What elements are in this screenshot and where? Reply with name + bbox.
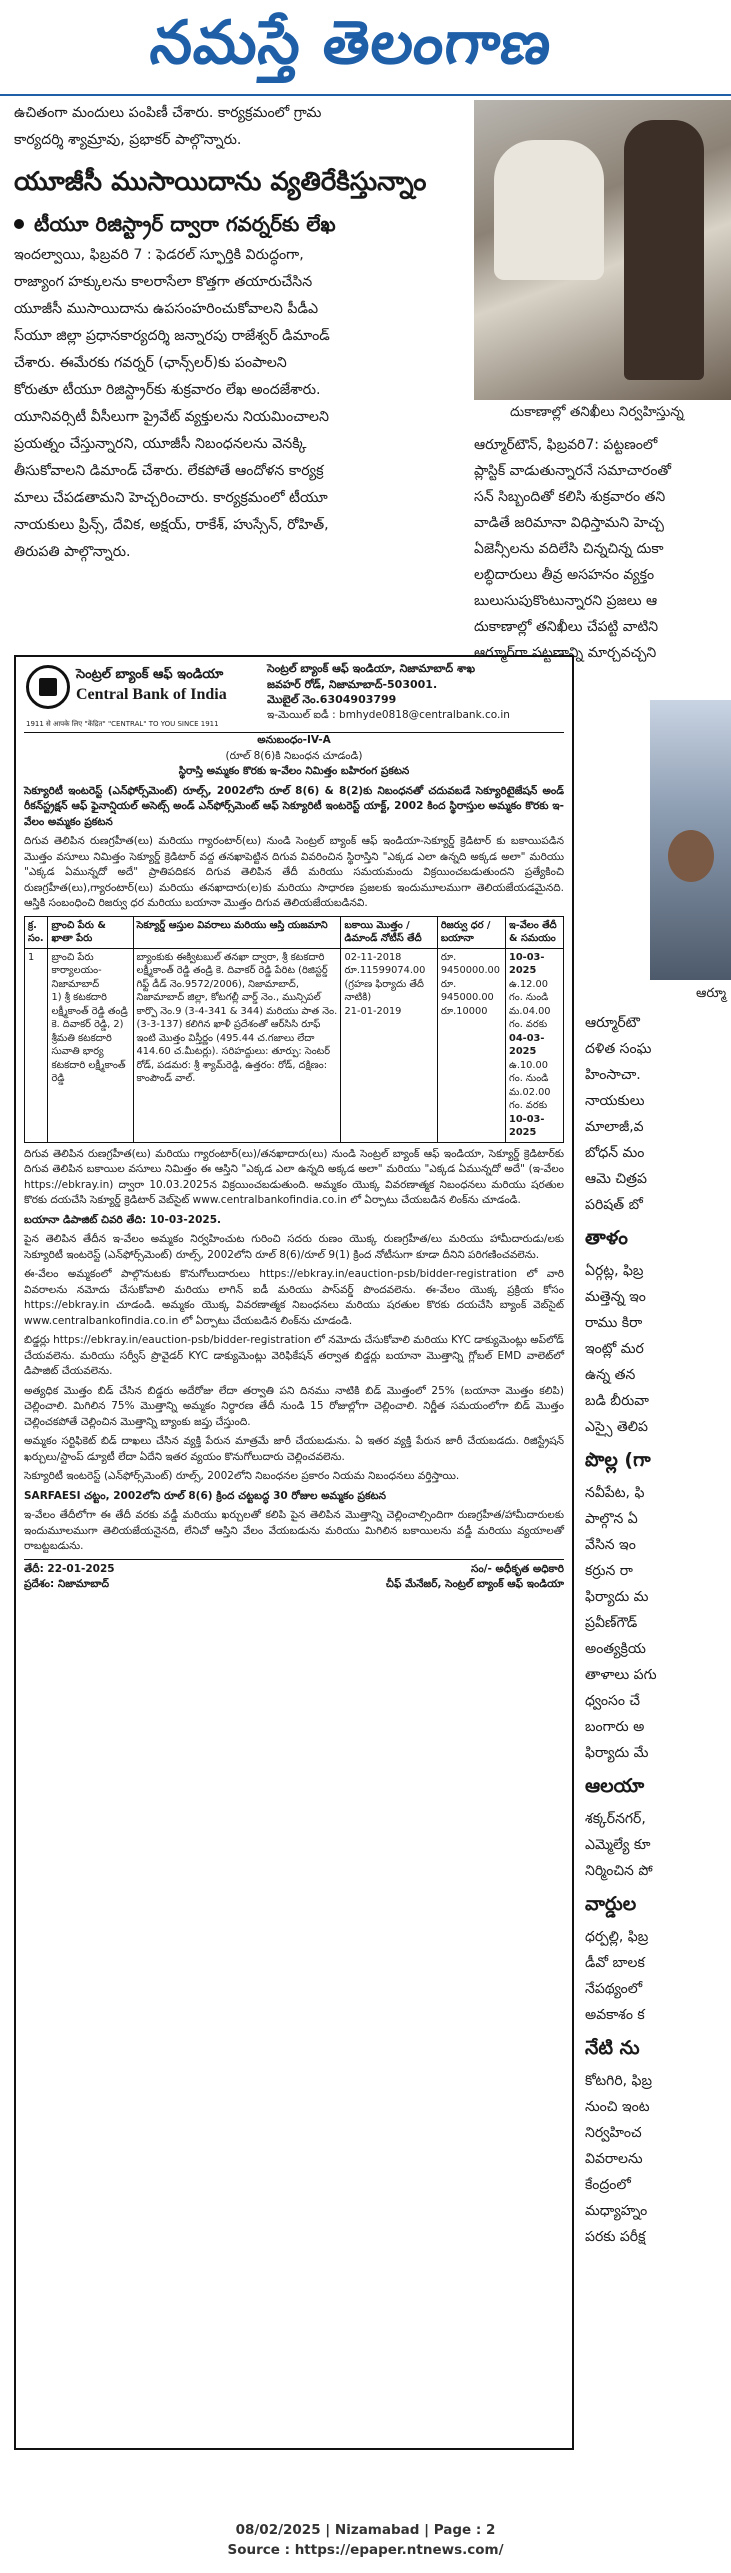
- right-article-line: దుకాణాల్లో తనిఖీలు చేపట్టి వాటిని: [474, 619, 659, 635]
- branch-name: బ్రాంచి పేరు కార్యాలయం-నిజామాబాద్: [51, 951, 102, 990]
- inspection-date: 04-03-2025: [509, 1032, 545, 1057]
- table-header: ఇ-వేలం తేదీ & సమయం: [506, 916, 564, 948]
- notice-paragraph: ఈ-వేలం అమ్మకంలో పాల్గొనుటకు కొనుగోలుదారులు https://ebkray.in/eauction-psb/bidder-registration లో వారి వివరాలను నమోదు చేసుకోవాలి మరియు లాగిన్ ఐడీ మరియు పాస్‌వర్డ్ పొందవలెను. ఈ-వేలం యొక్క ప్రక్రియ కోసం https://ebkray.in చూడండి. అమ్మకం యొక్క వివరణాత్మక నిబంధనలు మరియు షరతుల కొరకు దయచేసి బ్యాంక్ వెబ్‌సైట్ www.centralbankofindia.co.in లో ఏర్పాటు చేయబడిన లింక్‌ను చూడండి.: [24, 1268, 564, 1327]
- article-body-line: స్‌యూ జిల్లా ప్రధానకార్యదర్శి జన్నారపు రాజేశ్వర్ డిమాండ్: [14, 328, 330, 344]
- right-article-line: ఆర్మూర్‌టౌన్, ఫిబ్రవరి7: పట్టణంలో: [474, 437, 658, 453]
- newspaper-logo: నమస్తే తెలంగాణ: [147, 8, 556, 78]
- article-body-line: మాలు చేపడతామని హెచ్చరించారు. కార్యక్రమంలో టీయూ: [14, 490, 328, 506]
- branch-address: [259, 661, 564, 728]
- property-table: [24, 916, 564, 1143]
- table-header-row: [25, 916, 564, 948]
- notice-paragraph: అత్యధిక మొత్తం బిడ్ చేసిన బిడ్డరు అదేరోజు లేదా తర్వాతి పని దినము నాటికి బిడ్ మొత్తంలో 25% (బయానా మొత్తం కలిపి) చెల్లించాలి. మిగిలిన 75% మొత్తాన్ని అమ్మకం నిర్ధారణ తేదీ నుండి 15 రోజుల్లోగా చెల్లించాలి. నిర్ణీత సమయంలోగా బిడ్ మొత్తం చెల్లించకపోతే చెల్లించిన మొత్తాన్ని బ్యాంకు జప్తు చేస్తుంది.: [24, 1384, 564, 1428]
- news-photo-person: [650, 700, 731, 980]
- photo-caption: ఆర్మూ: [696, 986, 727, 1001]
- brief-line: ఉన్న తన: [585, 1367, 636, 1383]
- article-body-line: చేశారు. ఈమేరకు గవర్నర్ (ఛాన్స్‌లర్)కు పంపాలని: [14, 355, 287, 371]
- bank-logo-block: [24, 661, 259, 728]
- table-row: [25, 948, 564, 1142]
- inspection-time: ఉ.10.00 గం. నుండి మ.02.00 గం. వరకు: [509, 1059, 551, 1111]
- article-headline: యూజీసీ ముసాయిదాను వ్యతిరేకిస్తున్నాం: [14, 167, 427, 197]
- top-article-tail-line: కార్యదర్శి శ్యామ్రావు, ప్రభాకర్ పాల్గొన్నారు.: [14, 132, 242, 148]
- brief-line: ఇంట్లో మర: [585, 1341, 644, 1357]
- notice-paragraph: ఇ-వేలం తేదీలోగా ఈ తేదీ వరకు వడ్డీ మరియు ఖర్చులతో కలిపి పైన తెలిపిన మొత్తాన్ని చెల్లించాల్సిందిగా రుణగ్రహీత/హామీదారులకు ఇందుమూలముగా తెలియజేయనైనది, లేనిచో ఆస్తిని వేలం వేయబడును మరియు మిగిలిన బకాయిలను వడ్డీ మరియు వ్యయాలతో రాబట్టబడును.: [24, 1509, 564, 1552]
- cell-price: [437, 948, 505, 1142]
- cell-auction: [506, 948, 564, 1142]
- rule-reference: (రూల్ 8(6)కి నిబంధన చూడండి): [225, 749, 363, 762]
- photo-caption: దుకాణాల్లో తనిఖీలు నిర్వహిస్తున్న: [510, 404, 684, 420]
- article-body-line: యూనివర్సిటీ వీసీలుగా ప్రైవేట్ వ్యక్తులను నియమించాలని: [14, 409, 329, 425]
- brief-line: ఎస్సై తెలిప: [585, 1419, 649, 1435]
- brief-line: కోటగిరి, ఫిబ్ర: [585, 2073, 653, 2089]
- right-article-line: ఏజెన్సీలను వదిలేసి చిన్నచిన్న దుకా: [474, 541, 664, 557]
- bid-last-date: 10-03-2025: [509, 1113, 545, 1138]
- brief-line: అంత్యక్రియ: [585, 1641, 646, 1657]
- brief-line: నవీపేట, ఫి: [585, 1485, 645, 1501]
- auction-time: ఉ.12.00 గం. నుండి మ.04.00 గం. వరకు: [509, 978, 551, 1030]
- auction-date: 10-03-2025: [509, 951, 545, 976]
- bank-logo-icon: [26, 665, 70, 709]
- brief-line: ధ్వంసం చే: [585, 1693, 641, 1709]
- brief-line: ఎమ్మెల్యే కూ: [585, 1837, 651, 1853]
- bank-auction-notice: [14, 655, 574, 2450]
- brief-line: తాళాలు పగు: [585, 1667, 657, 1683]
- cell-property: బ్యాంకుకు ఈక్విటబుల్ తనఖా ద్వారా, శ్రీ కటకదారి లక్ష్మీకాంత్ రెడ్డి తండ్రి కె. దివాకర్ రెడ్డి పేరిట (రిజిస్టర్డ్ గిఫ్ట్ డీడ్ నెం.9572/2006), నిజామాబాద్, నిజామాబాద్ జిల్లా, కోటగల్లీ వార్డ్ నెం., మున్సిపల్ కార్పొ నెం.9 (3-4-341 & 344) మరియు పాత నెం.(3-3-137) కలిగిన ఖాళీ ప్రదేశంతో ఆర్‌సిసి రూఫ్ ఇంటి మొత్తం విస్తీర్ణం (495.44 చ.గజాలు లేదా 414.60 చ.మీటర్లు). సరిహద్దులు: తూర్పు: సెంటర్ రోడ్, పడమర: శ్రీ శ్యామ్‌రెడ్డి, ఉత్తరం: రోడ్, దక్షిణం: కాంపౌండ్ వాల్.: [133, 948, 341, 1142]
- right-article-line: ఆర్మూర్‌గా పట్టణాన్ని మార్చవచ్చని: [474, 645, 657, 661]
- right-article-column: [474, 432, 731, 666]
- branch-email: ఇ-మెయిల్ ఐడీ : bmhyde0818@centralbank.co.in: [267, 708, 510, 721]
- ad-date: తేదీ: 22-01-2025: [24, 1562, 115, 1575]
- sarfaesi-title: SARFAESI చట్టం, 2002లోని రూల్ 8(6) క్రింద చట్టబద్ధ 30 రోజుల అమ్మకం ప్రకటన: [24, 1489, 386, 1502]
- outstanding-amount: రూ.11599074.00 (గ్రహణ ఫిర్యాదు తేదీ నాటికి): [344, 965, 426, 1003]
- news-photo-shop-inspection: [474, 100, 731, 400]
- bank-name-english: Central Bank of India: [76, 686, 227, 703]
- photo-face-shape: [668, 830, 714, 882]
- notice-title: స్థిరాస్తి అమ్మకం కొరకు ఇ-వేలం నిమిత్తం బహిరంగ ప్రకటన: [178, 765, 410, 777]
- borrower-names: 1) శ్రీ కటకదారి లక్ష్మీకాంత్ రెడ్డి తండ్రి కె. దివాకర్ రెడ్డి, 2) శ్రీమతి కటకదారి సువాతి భార్య కటకదారి లక్ష్మీకాంత్ రెడ్డి: [51, 992, 128, 1084]
- brief-line: శక్కర్‌నగర్,: [585, 1811, 646, 1827]
- right-article-line: లబ్ధిదారులు తీవ్ర అసహనం వ్యక్తం: [474, 567, 655, 583]
- article-body-line: ఇందల్వాయి, ఫిబ్రవరి 7 : ఫెడరల్ స్ఫూర్తికి విరుద్ధంగా,: [14, 247, 304, 263]
- masthead: [0, 0, 731, 95]
- brief-line: పరిషత్ బో: [585, 1197, 643, 1213]
- deposit-last-date: బయానా డిపాజిట్ చివరి తేది: 10-03-2025.: [24, 1213, 221, 1226]
- article-subhead: [14, 206, 466, 242]
- brief-line: నిర్మించిన పో: [585, 1863, 653, 1879]
- brief-line: కేంద్రంలో: [585, 2177, 631, 2193]
- masthead-rule: [0, 94, 731, 96]
- article-body-line: కోరుతూ టీయూ రిజిస్ట్రార్‌కు శుక్రవారం లేఖ అందజేశారు.: [14, 382, 321, 398]
- brief-line: వేసిన ఇం: [585, 1537, 636, 1553]
- top-article-tail-line: ఉచితంగా మందులు పంపిణీ చేశారు. కార్యక్రమంలో గ్రామ: [14, 105, 322, 121]
- left-article-column: [14, 100, 466, 566]
- notice-intro: సెక్యూరిటీ ఇంటరెస్ట్ (ఎన్‌ఫోర్స్‌మెంట్) రూల్స్, 2002లోని రూల్ 8(6) & 8(2)కు నిబంధనతో చదువబడే సెక్యూరిటైజేషన్ అండ్ రీకన్‌స్ట్రక్షన్ ఆఫ్ ఫైనాన్షియల్ అసెట్స్ అండ్ ఎన్‌ఫోర్స్‌మెంట్ ఆఫ్ సెక్యూరిటీ ఇంటరెస్ట్ యాక్ట్, 2002 కింద స్థిరాస్తుల అమ్మకం కొరకు ఇ-వేలం అమ్మకం ప్రకటన: [24, 784, 564, 828]
- brief-line: మాలాజీ,వ: [585, 1119, 644, 1135]
- table-header: క్ర. సం.: [25, 916, 48, 948]
- notice-paragraph: అమ్మకం సర్టిఫికెట్ బిడ్ దాఖలు చేసిన వ్యక్తి పేరున మాత్రమే జారీ చేయబడును. ఏ ఇతర వ్యక్తి పేరున జారీ చేయబడదు. రిజిస్ట్రేషన్ ఖర్చులు/స్టాంప్ డ్యూటీ లేదా ఏదేని ఇతర వ్యయం కొనుగోలుదారు చెల్లించవలెను.: [24, 1435, 564, 1463]
- reserve-price: రూ. 9450000.00: [440, 951, 501, 976]
- cell-dues: [341, 948, 437, 1142]
- table-header: రిజర్వు ధర / బయానా: [437, 916, 505, 948]
- ad-signature: [386, 1562, 564, 1593]
- brief-line: బడి బీరువా: [585, 1393, 649, 1409]
- brief-line: పరకు పరీక్ష: [585, 2229, 646, 2245]
- annexure-label: అనుబంధం-IV-A: [257, 734, 331, 746]
- cell-branch-account: [48, 948, 133, 1142]
- notice-paragraph: దిగువ తెలిపిన రుణగ్రహీత(లు) మరియు గ్యారంటార్(లు) నుండి సెంట్రల్ బ్యాంక్ ఆఫ్ ఇండియా-సెక్యూర్డ్ క్రెడిటార్ కు బకాయిపడిన మొత్తం వసూలు నిమిత్తం సెక్యూర్డ్ క్రెడిటార్ వద్ద తనఖాపెట్టిన దిగువ వివరించిన స్థిరాస్తిని "ఎక్కడ ఎలా ఉన్నది అక్కడ అలా" మరియు "ఎక్కడ ఏమున్నదో అదే" ప్రాతిపదికన దిగువ తెలిపిన తేదీ మరియు సమయమందు విక్రయించబడుతుందని ప్రత్యేకించి రుణగ్రహీత(లు),గ్యారంటార్(లు) మరియు తనఖాదారు(ల)కు మరియు సాధారణ ప్రజలకు ఇందుమూలముగా తెలియజేయడమైనది. ఆస్తికి సంబంధించి రిజర్వు ధర మరియు బయానా మొత్తం దిగువ తెలియజేయబడినవి.: [24, 835, 564, 909]
- bid-increment: రూ.10000: [440, 1005, 488, 1017]
- right-article-line: బులుసుపుకొంటున్నారని ప్రజలు ఆ: [474, 593, 658, 609]
- cell-sno: 1: [25, 948, 48, 1142]
- article-body-line: యూజీసీ ముసాయిదాను ఉపసంహరించుకోవాలని పీడీఎ: [14, 301, 319, 317]
- right-article-line: ప్లాస్టిక్ వాడుతున్నారనే సమాచారంతో: [474, 463, 672, 479]
- photo-sack-shape: [494, 140, 604, 280]
- ad-footer: [24, 1559, 564, 1593]
- brief-line: ఏర్గట్ల, ఫిబ్ర: [585, 1263, 644, 1279]
- brief-line: కర్రున రా: [585, 1563, 633, 1579]
- right-article-line: సన్ సిబ్బందితో కలిసి శుక్రవారం తని: [474, 489, 666, 505]
- right-briefs-column: [585, 1010, 731, 2250]
- brief-line: ఆర్మూర్‌టౌ: [585, 1015, 640, 1031]
- ad-date-place: [24, 1562, 115, 1593]
- brief-line: దళిత సంఘ: [585, 1041, 652, 1057]
- notice-paragraph: దిగువ తెలిపిన రుణగ్రహీత(లు) మరియు గ్యారంటార్(లు)/తనఖాదారు(లు) నుండి సెంట్రల్ బ్యాంక్ ఆఫ్ ఇండియా, సెక్యూర్డ్ క్రెడిటార్‌కు దిగువ తెలిపిన బకాయిల వసూలు నిమిత్తం ఈ ఆస్తిని "ఎక్కడ ఎలా ఉన్నది అక్కడ అలా" మరియు "ఎక్కడ ఏమున్నదో అదే" (ఇ-వేలం https://ebkray.in) ద్వారా 10.03.2025న విక్రయించబడుతుంది. అమ్మకం యొక్క వివరణాత్మక నిబంధనలు మరియు షరతుల కొరకు దయచేసి సెక్యూర్డ్ క్రెడిటార్ వెబ్‌సైట్ www.centralbankofindia.co.in లో ఏర్పాటు చేయబడిన లింక్‌ను చూడండి.: [24, 1147, 564, 1206]
- bank-name-telugu: సెంట్రల్ బ్యాంక్ ఆఫ్ ఇండియా: [76, 667, 224, 682]
- brief-line: డీవో బాలక: [585, 1955, 645, 1971]
- brief-line: ఫిర్యాదు మే: [585, 1745, 649, 1761]
- article-body-line: నాయకులు ప్రిన్స్, దేవిక, అక్షయ్, రాకేశ్, హుస్సేన్, రోహిత్,: [14, 517, 329, 533]
- brief-line: బోధన్ మం: [585, 1145, 645, 1161]
- article-body-line: ప్రయత్నం చేస్తున్నారని, యూజీసీ నిబంధనలను వెనక్కి: [14, 436, 307, 452]
- branch-mobile: మొబైల్ నెం.6304903799: [267, 693, 397, 706]
- brief-line: హింసాచా.: [585, 1067, 641, 1083]
- notice-paragraph: బిడ్డర్లు https://ebkray.in/eauction-psb/bidder-registration లో నమోదు చేసుకోవాలి మరియు KYC డాక్యుమెంట్లు అప్‌లోడ్ చేయవలెను. మరియు సర్వీస్ ప్రొవైడర్ KYC డాక్యుమెంట్లు వెరిఫికేషన్ తర్వాత బిడ్డర్లు బయానా మొత్తాన్ని గ్లోబల్ EMD వాలెట్‌లో డిపాజిట్ చేయవలెను.: [24, 1334, 564, 1377]
- branch-line: సెంట్రల్ బ్యాంక్ ఆఫ్ ఇండియా, నిజామాబాద్ శాఖ: [267, 662, 476, 675]
- brief-headline: వార్డుల: [585, 1893, 637, 1915]
- ad-place: ప్రదేశం: నిజామాబాద్: [24, 1578, 110, 1590]
- possession-date: 21-01-2019: [344, 1005, 402, 1017]
- page-footer: [0, 2520, 731, 2560]
- brief-line: వివరాలను: [585, 2151, 643, 2167]
- branch-line: జవహర్ రోడ్, నిజామాబాద్-503001.: [267, 677, 438, 691]
- ad-header: [24, 661, 564, 733]
- bank-tagline: 1911 से आपके लिए "केंद्रित" "CENTRAL" TO YOU SINCE 1911: [26, 720, 219, 728]
- brief-line: మత్తెన్న ఇం: [585, 1289, 646, 1305]
- demand-date: 02-11-2018: [344, 951, 402, 963]
- brief-line: నాయకులు: [585, 1093, 645, 1109]
- brief-line: నిర్వహించ: [585, 2125, 642, 2141]
- brief-headline: నేటి ను: [585, 2037, 640, 2059]
- brief-headline: పొల్ల (గా: [585, 1449, 651, 1471]
- brief-headline: ఆలయా: [585, 1775, 645, 1797]
- brief-line: ఆమె చిత్రప: [585, 1171, 648, 1187]
- footer-date-page: 08/02/2025 | Nizamabad | Page : 2: [235, 2522, 496, 2538]
- brief-headline: తాళం: [585, 1227, 628, 1249]
- brief-line: రాము కిరా: [585, 1315, 643, 1331]
- article-body-line: తీసుకోవాలని డిమాండ్ చేశారు. లేకపోతే ఆందోళన కార్యక్ర: [14, 463, 324, 479]
- notice-paragraph: పైన తెలిపిన తేదీన ఇ-వేలం అమ్మకం నిర్వహించుట గురించి సదరు రుణం యొక్క రుణగ్రహీత/లు మరియు హామీదారుడు/లకు సెక్యూరిటీ ఇంటరెస్ట్ (ఎన్‌ఫోర్స్‌మెంట్) రూల్స్, 2002లోని రూల్ 8(6)/రూల్ 9(1) క్రింద నోటీసుగా కూడా దీనిని పరిగణించవలెను.: [24, 1233, 564, 1261]
- brief-line: అవకాశం క: [585, 2007, 645, 2023]
- table-header: బకాయి మొత్తం / డిమాండ్ నోటీస్ తేదీ: [341, 916, 437, 948]
- photo-person-shape: [624, 120, 704, 380]
- brief-line: పాల్గొన ఏ: [585, 1511, 638, 1527]
- footer-source: Source : https://epaper.ntnews.com/: [227, 2542, 504, 2558]
- notice-paragraph: సెక్యూరిటీ ఇంటరెస్ట్ (ఎన్‌ఫోర్స్‌మెంట్) రూల్స్, 2002లోని నిబంధనల ప్రకారం నియమ నిబంధనలు వర్తిస్తాయి.: [24, 1470, 460, 1482]
- right-article-line: వాడితే జరిమానా విధిస్తామని హెచ్చ: [474, 515, 664, 531]
- emd-amount: రూ. 945000.00: [440, 978, 494, 1003]
- brief-line: నేపథ్యంలో: [585, 1981, 643, 1997]
- article-body: [14, 242, 466, 566]
- table-header: సెక్యూర్డ్ ఆస్తుల వివరాలు మరియు ఆస్తి యజమాని: [133, 916, 341, 948]
- article-subhead-text: టీయూ రిజిస్ట్రార్ ద్వారా గవర్నర్‌కు లేఖ: [34, 212, 336, 236]
- signatory-title: చీఫ్ మేనేజర్, సెంట్రల్ బ్యాంక్ ఆఫ్ ఇండియా: [385, 1578, 564, 1590]
- article-body-line: తిరుపతి పాల్గొన్నారు.: [14, 544, 131, 560]
- brief-line: ధర్పల్లి, ఫిబ్ర: [585, 1929, 649, 1945]
- brief-line: ఫిర్యాదు మ: [585, 1589, 649, 1605]
- brief-line: మధ్యాహ్నం: [585, 2203, 648, 2219]
- signatory: సం/- అధీకృత అధికారి: [470, 1562, 564, 1575]
- brief-line: ప్రవీణ్‌గౌడ్: [585, 1615, 638, 1631]
- table-header: బ్రాంచి పేరు & ఖాతా పేరు: [48, 916, 133, 948]
- bullet-icon: [14, 219, 24, 229]
- article-body-line: రాజ్యాంగ హక్కులను కాలరాసేలా కొత్తగా తయారుచేసిన: [14, 274, 313, 290]
- brief-line: నుంచి ఇంట: [585, 2099, 650, 2115]
- brief-line: బంగారు అ: [585, 1719, 645, 1735]
